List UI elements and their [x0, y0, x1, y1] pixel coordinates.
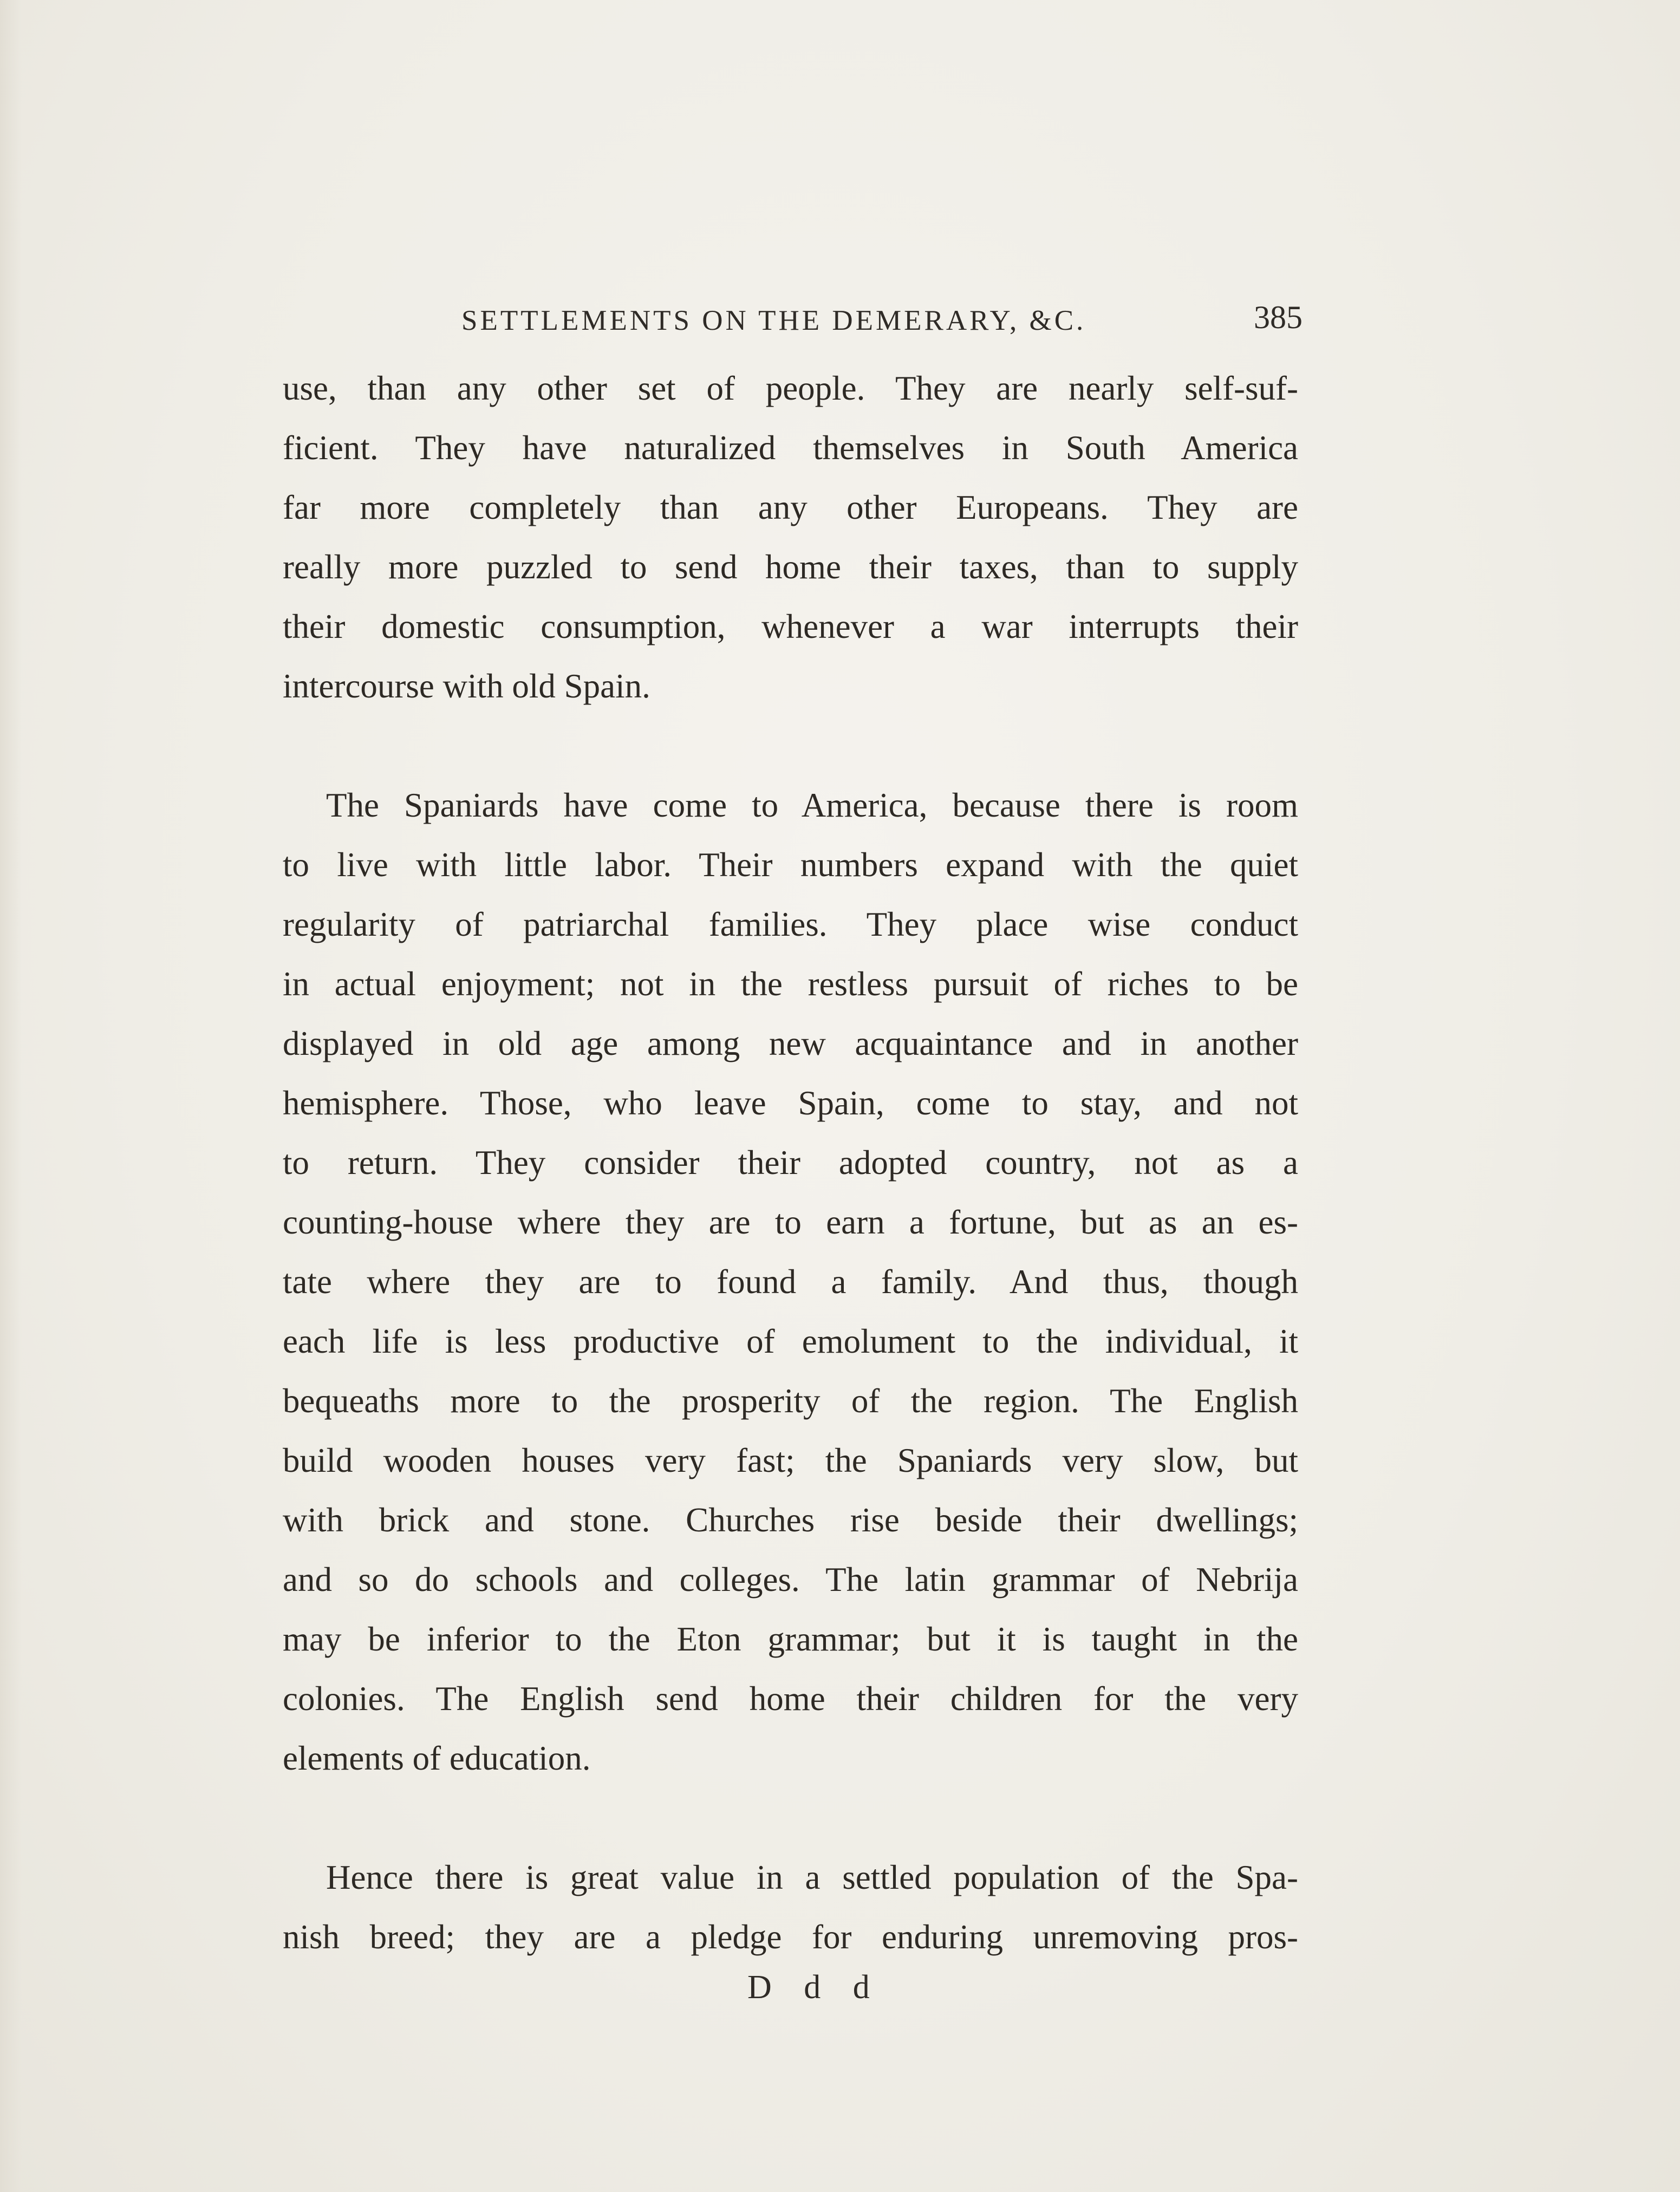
binding-shadow	[0, 0, 22, 2192]
text-line: Hence there is great value in a settled population of the Spa-	[326, 1858, 1298, 1896]
signature-mark: D d d	[747, 1969, 882, 2006]
text-line: counting-house where they are to earn a fortune, but as an es-	[283, 1203, 1298, 1241]
text-line: use, than any other set of people. They are nearly self-suf-	[283, 369, 1298, 407]
text-line: with brick and stone. Churches rise beside their dwellings;	[283, 1501, 1298, 1539]
page-header	[283, 299, 1303, 342]
text-line: build wooden houses very fast; the Spaniards very slow, but	[283, 1441, 1298, 1479]
paragraph-gap	[283, 1788, 1298, 1848]
text-line: hemisphere. Those, who leave Spain, come to stay, and not	[283, 1084, 1298, 1122]
text-line: nish breed; they are a pledge for enduring unremoving pros-	[283, 1918, 1298, 1956]
text-line: their domestic consumption, whenever a war interrupts their	[283, 608, 1298, 645]
text-line: bequeaths more to the prosperity of the region. The English	[283, 1382, 1298, 1420]
text-line: The Spaniards have come to America, because there is room	[326, 786, 1298, 824]
text-line: and so do schools and colleges. The latin grammar of Nebrija	[283, 1561, 1298, 1599]
body-text	[283, 358, 1298, 1967]
text-line: far more completely than any other Europeans. They are	[283, 488, 1298, 526]
text-line: to return. They consider their adopted country, not as a	[283, 1144, 1298, 1182]
text-line: each life is less productive of emolument to the individual, it	[283, 1322, 1298, 1360]
paragraph	[283, 1848, 1298, 1967]
text-line: may be inferior to the Eton grammar; but it is taught in the	[283, 1620, 1298, 1658]
text-line: tate where they are to found a family. And thus, though	[283, 1263, 1298, 1301]
text-line: in actual enjoyment; not in the restless pursuit of riches to be	[283, 965, 1298, 1003]
paragraph	[283, 775, 1298, 1788]
text-line: elements of education.	[283, 1739, 591, 1777]
running-title: SETTLEMENTS ON THE DEMERARY, &C.	[461, 305, 1086, 336]
text-line: to live with little labor. Their numbers expand with the quiet	[283, 846, 1298, 884]
page-number: 385	[1254, 299, 1303, 335]
text-line: displayed in old age among new acquaintance and in another	[283, 1025, 1298, 1062]
text-line: regularity of patriarchal families. They place wise conduct	[283, 905, 1298, 943]
text-line: intercourse with old Spain.	[283, 667, 650, 705]
text-line: really more puzzled to send home their taxes, than to supply	[283, 548, 1298, 586]
paragraph-gap	[283, 716, 1298, 775]
text-line: colonies. The English send home their children for the very	[283, 1680, 1298, 1718]
paragraph	[283, 358, 1298, 716]
text-line: ficient. They have naturalized themselves in South America	[283, 429, 1298, 467]
